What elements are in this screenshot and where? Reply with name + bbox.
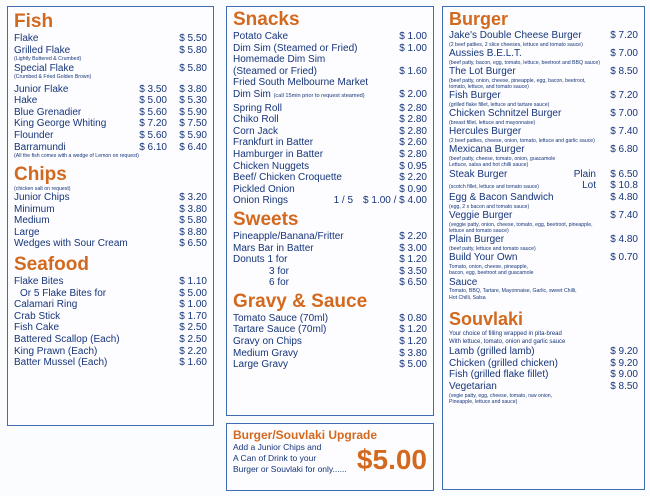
menu-item: Veggie Burger $ 7.40	[449, 210, 638, 221]
menu-item: Egg & Bacon Sandwich $ 4.80	[449, 192, 638, 203]
menu-item: Frankfurt in Batter $ 2.60	[233, 137, 427, 149]
menu-item: Aussies B.E.L.T. $ 7.00	[449, 48, 638, 59]
snacks-heading: Snacks	[233, 9, 300, 30]
menu-item: Dim Sim (Steamed or Fried) $ 1.00	[233, 42, 427, 54]
gravy-heading: Gravy & Sauce	[233, 290, 368, 312]
menu-item: (scotch fillet, lettuce and tomato sauce) Lot $ 10.8	[449, 180, 638, 192]
menu-item: Gravy on Chips $ 1.20	[233, 336, 427, 348]
menu-item: Spring Roll $ 2.80	[233, 102, 427, 114]
menu-item: The Lot Burger $ 8.50	[449, 66, 638, 77]
menu-item: Donuts 1 for $ 1.20	[233, 254, 427, 266]
menu-item: Large $ 8.80	[14, 226, 207, 238]
burger-heading: Burger	[449, 9, 509, 29]
menu-item: Hamburger in Batter $ 2.80	[233, 148, 427, 160]
fish-heading: Fish	[14, 11, 54, 32]
menu-item: Hercules Burger $ 7.40	[449, 126, 638, 138]
item-note: bacon, egg, beetroot and guacamole	[449, 270, 534, 277]
menu-item: Tartare Sauce (70ml) $ 1.20	[233, 324, 427, 336]
item-note: (beef patty, lettuce and tomato sauce)	[449, 246, 536, 252]
upgrade-line: Burger or Souvlaki for only......	[233, 464, 347, 474]
item-note: lettuce and tomato sauce)	[449, 228, 509, 234]
sweets-heading: Sweets	[233, 208, 299, 230]
item-note: (grilled flake fillet, lettuce and tartare sauce)	[449, 102, 550, 108]
item-note: (breast fillet, lettuce and mayonnaise)	[449, 120, 536, 126]
chips-heading: Chips	[14, 163, 67, 185]
menu-item: Chicken Nuggets $ 0.95	[233, 160, 427, 172]
upgrade-box	[226, 423, 434, 491]
menu-item: Steak Burger Plain $ 6.50	[449, 168, 638, 180]
menu-item: Junior Flake $ 3.50 $ 3.80	[14, 83, 207, 95]
souvlaki-intro: Your choice of filling wrapped in pita-bread	[449, 331, 562, 338]
menu-item: Barramundi $ 6.10 $ 6.40	[14, 141, 207, 153]
menu-item: Chicken Schnitzel Burger $ 7.00	[449, 108, 638, 120]
menu-item: Tomato Sauce (70ml) $ 0.80	[233, 312, 427, 324]
seafood-heading: Seafood	[14, 253, 89, 275]
menu-item: Potato Cake $ 1.00	[233, 31, 427, 42]
menu-item: Lamb (grilled lamb) $ 9.20	[449, 346, 638, 358]
menu-item: Special Flake $ 5.80	[14, 62, 207, 74]
chips-note: (chicken salt on request)	[14, 185, 71, 192]
burger-souvlaki-panel	[442, 6, 645, 490]
menu-item: Build Your Own $ 0.70	[449, 252, 638, 264]
menu-item: King George Whiting $ 7.20 $ 7.50	[14, 118, 207, 130]
menu-item: Grilled Flake $ 5.80	[14, 44, 207, 56]
item-note: Hot Chilli, Salsa	[449, 294, 486, 301]
upgrade-line: A Can of Drink to your	[233, 453, 317, 463]
menu-item: Chiko Roll $ 2.80	[233, 114, 427, 126]
item-note: (2 beef patties, cheese, onion, tomato, lettuce and garlic sauce)	[449, 138, 595, 144]
menu-item: Or 5 Flake Bites for $ 5.00	[20, 287, 207, 299]
upgrade-price: $5.00	[356, 444, 427, 475]
menu-item: 6 for $ 6.50	[269, 277, 427, 289]
menu-item: Battered Scallop (Each) $ 2.50	[14, 333, 207, 345]
menu-item: (Steamed or Fried) $ 1.60	[233, 65, 427, 77]
menu-item: Vegetarian $ 8.50	[449, 381, 638, 392]
item-note: Pineapple, lettuce and sauce)	[449, 399, 518, 405]
menu-item: Medium $ 5.80	[14, 215, 207, 227]
menu-item: Medium Gravy $ 3.80	[233, 347, 427, 359]
item-note: (2 beef patties, 2 slice cheeses, lettuce and tomato sauce)	[449, 41, 583, 48]
menu-item: Junior Chips $ 3.20	[14, 191, 207, 203]
menu-item: Dim Sim (call 15min prior to request steamed) $ 2.00	[233, 88, 427, 100]
upgrade-title: Burger/Souvlaki Upgrade	[233, 428, 378, 442]
item-note: (beef patty, cheese, tomato, onion, guacamole	[449, 156, 556, 162]
menu-item: Fish (grilled flake fillet) $ 9.00	[449, 369, 638, 381]
menu-item: Fried South Melbourne Market	[233, 77, 369, 89]
menu-item: Crab Stick $ 1.70	[14, 310, 207, 322]
menu-item: Homemade Dim Sim	[233, 54, 326, 66]
item-note: Tomato, BBQ, Tartare, Mayonnaise, Garlic, sweet Chilli,	[449, 288, 577, 295]
item-note: (Lightly Buttered & Crumbed)	[14, 56, 82, 63]
menu-item: Wedges with Sour Cream $ 6.50	[14, 238, 207, 250]
menu-item: Jake's Double Cheese Burger $ 7.20	[449, 30, 638, 41]
item-note: tomato, lettuce, and tomato sauce)	[449, 84, 529, 90]
menu-item: Mars Bar in Batter $ 3.00	[233, 242, 427, 254]
item-note: (veggie patty, onion, cheese, tomato, egg, beetroot, pineapple,	[449, 221, 593, 228]
menu-item: Minimum $ 3.80	[14, 203, 207, 215]
fish-chips-seafood-panel	[7, 6, 214, 426]
menu-item: 3 for $ 3.50	[269, 265, 427, 277]
item-note: (vegie patty, egg, cheese, tomato, raw onion,	[449, 392, 553, 399]
item-note: (beef patty, onion, cheese, pineapple, egg, bacon, beetroot,	[449, 77, 586, 84]
menu-item: Sauce	[449, 276, 478, 288]
menu-item: Chicken (grilled chicken) $ 9.20	[449, 357, 638, 369]
menu-item: Flounder $ 5.60 $ 5.90	[14, 129, 207, 141]
menu-item: Corn Jack $ 2.80	[233, 125, 427, 137]
item-note: Tomato, onion, cheese, pineapple,	[449, 264, 529, 270]
item-note: (egg, 2 x bacon and tomato sauce)	[449, 203, 530, 210]
menu-item: Flake Bites $ 1.10	[14, 275, 207, 287]
menu-item: Pickled Onion $ 0.90	[233, 183, 427, 195]
item-note: (Crumbed & Fried Golden Brown)	[14, 74, 92, 81]
menu-item: Large Gravy $ 5.00	[233, 359, 427, 371]
menu-item: Onion Rings 1 / 5 $ 1.00 / $ 4.00	[233, 195, 427, 207]
item-note: Lettuce, salsa and hot chilli sauce)	[449, 162, 529, 169]
menu-item: Plain Burger $ 4.80	[449, 234, 638, 246]
menu-item: Hake $ 5.00 $ 5.30	[14, 95, 207, 107]
menu-item: Pineapple/Banana/Fritter $ 2.20	[233, 230, 427, 242]
menu-item: Flake $ 5.50	[14, 33, 207, 44]
menu-item: Calamari Ring $ 1.00	[14, 299, 207, 311]
menu-item: Batter Mussel (Each) $ 1.60	[14, 357, 207, 369]
snacks-sweets-gravy-panel	[226, 6, 434, 416]
upgrade-line: Add a Junior Chips and	[233, 442, 322, 452]
souvlaki-intro: With lettuce, tomato, onion and garlic sauce	[449, 339, 566, 346]
menu-item: Beef/ Chicken Croquette $ 2.20	[233, 172, 427, 184]
item-note: (All the fish comes with a wedge of Lemon on request)	[14, 153, 139, 160]
menu-item: Fish Cake $ 2.50	[14, 322, 207, 334]
item-note: (beef patty, bacon, egg, tomato, lettuce, beetroot and BBQ sauce)	[449, 59, 601, 66]
menu-item: King Prawn (Each) $ 2.20	[14, 345, 207, 357]
menu-item: Fish Burger $ 7.20	[449, 90, 638, 102]
menu-item: Blue Grenadier $ 5.60 $ 5.90	[14, 106, 207, 118]
menu-item: Mexicana Burger $ 6.80	[449, 144, 638, 156]
souvlaki-heading: Souvlaki	[449, 309, 524, 330]
